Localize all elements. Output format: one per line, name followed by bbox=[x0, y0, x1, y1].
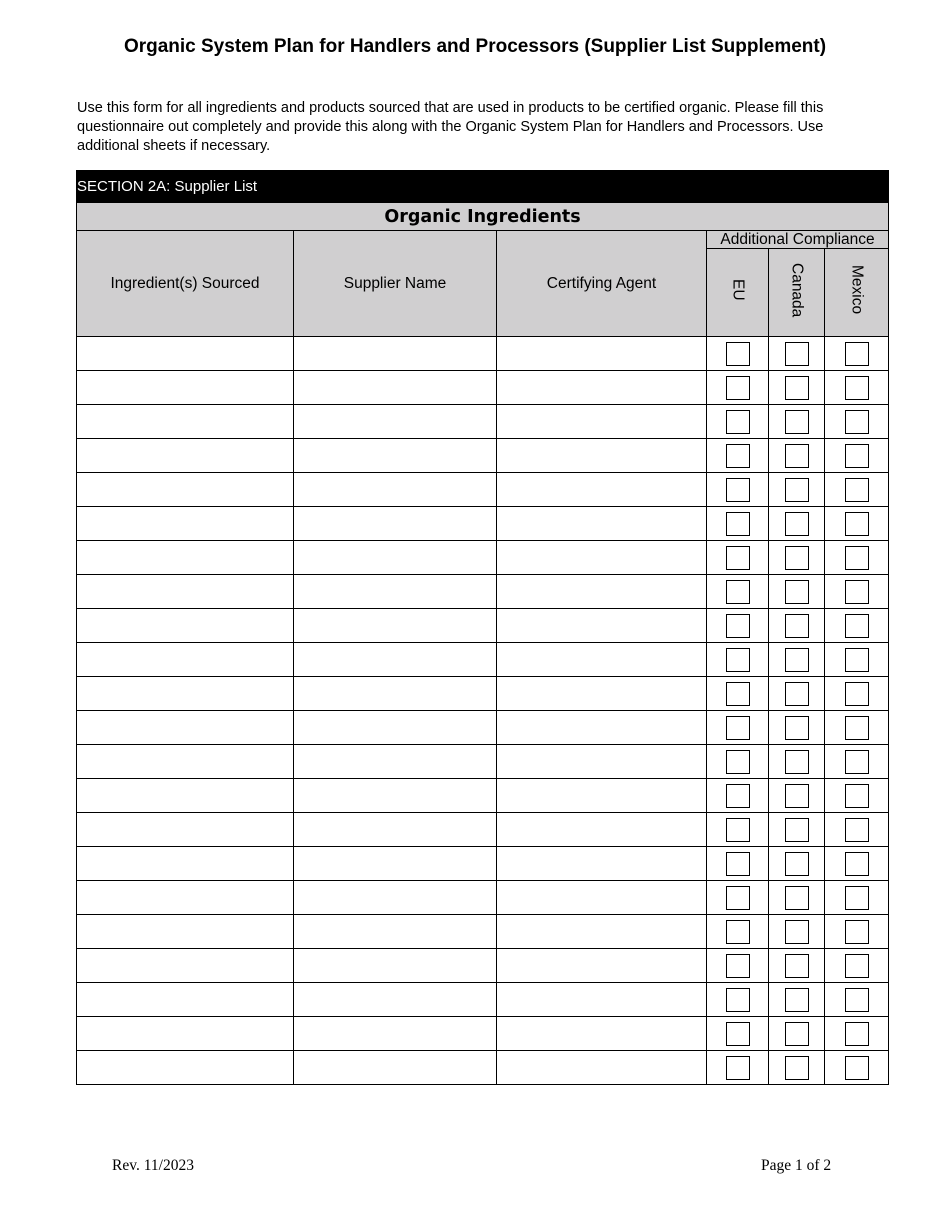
ingredient-cell[interactable] bbox=[77, 405, 294, 439]
eu-label: EU bbox=[729, 279, 747, 301]
mexico-checkbox[interactable] bbox=[845, 410, 869, 434]
eu-cell bbox=[707, 881, 769, 915]
mexico-cell bbox=[825, 847, 889, 881]
supplier-list-table bbox=[76, 170, 889, 1085]
mexico-cell bbox=[825, 1017, 889, 1051]
canada-checkbox[interactable] bbox=[785, 818, 809, 842]
eu-checkbox[interactable] bbox=[726, 852, 750, 876]
eu-checkbox[interactable] bbox=[726, 648, 750, 672]
column-header-supplier: Supplier Name bbox=[294, 231, 497, 337]
table-row bbox=[77, 881, 889, 915]
eu-cell bbox=[707, 609, 769, 643]
table-row bbox=[77, 439, 889, 473]
mexico-cell bbox=[825, 949, 889, 983]
mexico-checkbox[interactable] bbox=[845, 1022, 869, 1046]
canada-checkbox[interactable] bbox=[785, 988, 809, 1012]
canada-checkbox[interactable] bbox=[785, 546, 809, 570]
ingredient-cell[interactable] bbox=[77, 609, 294, 643]
eu-checkbox[interactable] bbox=[726, 682, 750, 706]
table-row bbox=[77, 609, 889, 643]
mexico-checkbox[interactable] bbox=[845, 648, 869, 672]
eu-cell bbox=[707, 677, 769, 711]
mexico-checkbox[interactable] bbox=[845, 954, 869, 978]
certifier-cell[interactable] bbox=[497, 711, 707, 745]
ingredient-cell[interactable] bbox=[77, 949, 294, 983]
mexico-label: Mexico bbox=[848, 265, 866, 315]
eu-cell bbox=[707, 1017, 769, 1051]
column-header-ingredients: Ingredient(s) Sourced bbox=[77, 231, 294, 337]
canada-checkbox[interactable] bbox=[785, 478, 809, 502]
page-title: Organic System Plan for Handlers and Processors (Supplier List Supplement) bbox=[123, 36, 827, 57]
canada-cell bbox=[769, 507, 825, 541]
table-row bbox=[77, 711, 889, 745]
eu-checkbox[interactable] bbox=[726, 444, 750, 468]
mexico-checkbox[interactable] bbox=[845, 342, 869, 366]
eu-cell bbox=[707, 847, 769, 881]
ingredient-cell[interactable] bbox=[77, 915, 294, 949]
table-row bbox=[77, 643, 889, 677]
canada-cell bbox=[769, 1017, 825, 1051]
table-row bbox=[77, 779, 889, 813]
supplier-cell[interactable] bbox=[294, 405, 497, 439]
ingredient-cell[interactable] bbox=[77, 745, 294, 779]
ingredient-cell[interactable] bbox=[77, 371, 294, 405]
certifier-cell[interactable] bbox=[497, 813, 707, 847]
column-header-certifier: Certifying Agent bbox=[497, 231, 707, 337]
mexico-checkbox[interactable] bbox=[845, 886, 869, 910]
supplier-cell[interactable] bbox=[294, 847, 497, 881]
canada-checkbox[interactable] bbox=[785, 920, 809, 944]
intro-text: Use this form for all ingredients and products sourced that are used in products to be certified organic. Please fill this questionnaire out completely and provide this along with the Organic System Plan for Handlers and Processors. Use additional sheets if necessary. bbox=[77, 100, 824, 154]
table-row bbox=[77, 541, 889, 575]
eu-cell bbox=[707, 371, 769, 405]
canada-checkbox[interactable] bbox=[785, 342, 809, 366]
supplier-cell[interactable] bbox=[294, 677, 497, 711]
eu-cell bbox=[707, 575, 769, 609]
eu-checkbox[interactable] bbox=[726, 1022, 750, 1046]
eu-cell bbox=[707, 1051, 769, 1085]
supplier-cell[interactable] bbox=[294, 881, 497, 915]
mexico-cell bbox=[825, 745, 889, 779]
canada-cell bbox=[769, 983, 825, 1017]
mexico-cell bbox=[825, 609, 889, 643]
eu-cell bbox=[707, 915, 769, 949]
section-subheading: Organic Ingredients bbox=[77, 203, 889, 231]
canada-checkbox[interactable] bbox=[785, 682, 809, 706]
mexico-cell bbox=[825, 473, 889, 507]
eu-cell bbox=[707, 949, 769, 983]
canada-cell bbox=[769, 915, 825, 949]
page-number: Page 1 of 2 bbox=[761, 1157, 832, 1174]
certifier-cell[interactable] bbox=[497, 949, 707, 983]
column-header-eu bbox=[707, 249, 769, 337]
canada-cell bbox=[769, 677, 825, 711]
section-label: SECTION 2A: Supplier List bbox=[77, 171, 889, 203]
supplier-cell[interactable] bbox=[294, 439, 497, 473]
eu-cell bbox=[707, 541, 769, 575]
supplier-cell[interactable] bbox=[294, 541, 497, 575]
eu-checkbox[interactable] bbox=[726, 512, 750, 536]
table-row bbox=[77, 847, 889, 881]
canada-cell bbox=[769, 575, 825, 609]
certifier-cell[interactable] bbox=[497, 609, 707, 643]
mexico-checkbox[interactable] bbox=[845, 444, 869, 468]
canada-cell bbox=[769, 609, 825, 643]
eu-checkbox[interactable] bbox=[726, 988, 750, 1012]
certifier-cell[interactable] bbox=[497, 405, 707, 439]
table-row bbox=[77, 371, 889, 405]
canada-cell bbox=[769, 779, 825, 813]
ingredient-cell[interactable] bbox=[77, 813, 294, 847]
table-row bbox=[77, 575, 889, 609]
canada-cell bbox=[769, 1051, 825, 1085]
certifier-cell[interactable] bbox=[497, 507, 707, 541]
mexico-cell bbox=[825, 813, 889, 847]
certifier-cell[interactable] bbox=[497, 881, 707, 915]
canada-cell bbox=[769, 847, 825, 881]
mexico-cell bbox=[825, 779, 889, 813]
mexico-checkbox[interactable] bbox=[845, 852, 869, 876]
mexico-checkbox[interactable] bbox=[845, 784, 869, 808]
certifier-cell[interactable] bbox=[497, 677, 707, 711]
eu-cell bbox=[707, 439, 769, 473]
eu-checkbox[interactable] bbox=[726, 784, 750, 808]
eu-checkbox[interactable] bbox=[726, 410, 750, 434]
ingredient-cell[interactable] bbox=[77, 881, 294, 915]
mexico-cell bbox=[825, 405, 889, 439]
canada-cell bbox=[769, 643, 825, 677]
table-row bbox=[77, 1051, 889, 1085]
mexico-cell bbox=[825, 881, 889, 915]
canada-checkbox[interactable] bbox=[785, 580, 809, 604]
canada-checkbox[interactable] bbox=[785, 1022, 809, 1046]
certifier-cell[interactable] bbox=[497, 575, 707, 609]
mexico-checkbox[interactable] bbox=[845, 478, 869, 502]
supplier-cell[interactable] bbox=[294, 745, 497, 779]
eu-checkbox[interactable] bbox=[726, 376, 750, 400]
eu-checkbox[interactable] bbox=[726, 614, 750, 638]
mexico-checkbox[interactable] bbox=[845, 920, 869, 944]
ingredient-cell[interactable] bbox=[77, 983, 294, 1017]
eu-checkbox[interactable] bbox=[726, 818, 750, 842]
canada-checkbox[interactable] bbox=[785, 886, 809, 910]
ingredient-cell[interactable] bbox=[77, 677, 294, 711]
table-row bbox=[77, 405, 889, 439]
supplier-cell[interactable] bbox=[294, 575, 497, 609]
canada-cell bbox=[769, 405, 825, 439]
eu-checkbox[interactable] bbox=[726, 954, 750, 978]
table-row bbox=[77, 677, 889, 711]
eu-cell bbox=[707, 779, 769, 813]
certifier-cell[interactable] bbox=[497, 745, 707, 779]
ingredient-cell[interactable] bbox=[77, 575, 294, 609]
mexico-checkbox[interactable] bbox=[845, 1056, 869, 1080]
supplier-cell[interactable] bbox=[294, 609, 497, 643]
eu-cell bbox=[707, 711, 769, 745]
eu-checkbox[interactable] bbox=[726, 478, 750, 502]
mexico-checkbox[interactable] bbox=[845, 546, 869, 570]
ingredient-cell[interactable] bbox=[77, 473, 294, 507]
table-row bbox=[77, 337, 889, 371]
eu-cell bbox=[707, 473, 769, 507]
ingredient-cell[interactable] bbox=[77, 439, 294, 473]
canada-cell bbox=[769, 745, 825, 779]
mexico-cell bbox=[825, 337, 889, 371]
column-header-additional-compliance: Additional Compliance bbox=[707, 231, 889, 249]
mexico-checkbox[interactable] bbox=[845, 580, 869, 604]
mexico-cell bbox=[825, 677, 889, 711]
column-header-canada bbox=[769, 249, 825, 337]
supplier-cell[interactable] bbox=[294, 915, 497, 949]
mexico-checkbox[interactable] bbox=[845, 512, 869, 536]
ingredient-cell[interactable] bbox=[77, 507, 294, 541]
canada-cell bbox=[769, 439, 825, 473]
canada-cell bbox=[769, 337, 825, 371]
canada-cell bbox=[769, 541, 825, 575]
ingredient-cell[interactable] bbox=[77, 541, 294, 575]
table-row bbox=[77, 949, 889, 983]
canada-cell bbox=[769, 881, 825, 915]
ingredient-cell[interactable] bbox=[77, 337, 294, 371]
supplier-cell[interactable] bbox=[294, 507, 497, 541]
canada-label: Canada bbox=[788, 262, 806, 318]
table-row bbox=[77, 915, 889, 949]
canada-cell bbox=[769, 473, 825, 507]
certifier-cell[interactable] bbox=[497, 1017, 707, 1051]
certifier-cell[interactable] bbox=[497, 337, 707, 371]
ingredient-cell[interactable] bbox=[77, 779, 294, 813]
eu-checkbox[interactable] bbox=[726, 920, 750, 944]
certifier-cell[interactable] bbox=[497, 371, 707, 405]
certifier-cell[interactable] bbox=[497, 779, 707, 813]
supplier-cell[interactable] bbox=[294, 473, 497, 507]
certifier-cell[interactable] bbox=[497, 915, 707, 949]
mexico-checkbox[interactable] bbox=[845, 376, 869, 400]
supplier-cell[interactable] bbox=[294, 1017, 497, 1051]
table-row bbox=[77, 745, 889, 779]
ingredient-cell[interactable] bbox=[77, 847, 294, 881]
mexico-cell bbox=[825, 643, 889, 677]
eu-checkbox[interactable] bbox=[726, 716, 750, 740]
eu-checkbox[interactable] bbox=[726, 886, 750, 910]
certifier-cell[interactable] bbox=[497, 1051, 707, 1085]
eu-checkbox[interactable] bbox=[726, 546, 750, 570]
revision-label: Rev. 11/2023 bbox=[112, 1157, 194, 1174]
eu-checkbox[interactable] bbox=[726, 750, 750, 774]
eu-cell bbox=[707, 507, 769, 541]
certifier-cell[interactable] bbox=[497, 473, 707, 507]
canada-cell bbox=[769, 711, 825, 745]
mexico-checkbox[interactable] bbox=[845, 750, 869, 774]
canada-checkbox[interactable] bbox=[785, 1056, 809, 1080]
eu-cell bbox=[707, 405, 769, 439]
supplier-cell[interactable] bbox=[294, 1051, 497, 1085]
mexico-checkbox[interactable] bbox=[845, 614, 869, 638]
table-row bbox=[77, 507, 889, 541]
eu-checkbox[interactable] bbox=[726, 580, 750, 604]
ingredient-cell[interactable] bbox=[77, 1051, 294, 1085]
mexico-cell bbox=[825, 711, 889, 745]
canada-checkbox[interactable] bbox=[785, 784, 809, 808]
mexico-cell bbox=[825, 371, 889, 405]
certifier-cell[interactable] bbox=[497, 541, 707, 575]
eu-cell bbox=[707, 643, 769, 677]
mexico-cell bbox=[825, 541, 889, 575]
certifier-cell[interactable] bbox=[497, 983, 707, 1017]
eu-cell bbox=[707, 983, 769, 1017]
mexico-cell bbox=[825, 983, 889, 1017]
supplier-cell[interactable] bbox=[294, 983, 497, 1017]
canada-checkbox[interactable] bbox=[785, 444, 809, 468]
table-row bbox=[77, 813, 889, 847]
ingredient-cell[interactable] bbox=[77, 643, 294, 677]
eu-cell bbox=[707, 337, 769, 371]
supplier-cell[interactable] bbox=[294, 337, 497, 371]
column-header-mexico bbox=[825, 249, 889, 337]
canada-checkbox[interactable] bbox=[785, 376, 809, 400]
eu-checkbox[interactable] bbox=[726, 1056, 750, 1080]
canada-checkbox[interactable] bbox=[785, 750, 809, 774]
eu-cell bbox=[707, 813, 769, 847]
eu-checkbox[interactable] bbox=[726, 342, 750, 366]
mexico-cell bbox=[825, 439, 889, 473]
supplier-cell[interactable] bbox=[294, 949, 497, 983]
mexico-checkbox[interactable] bbox=[845, 818, 869, 842]
certifier-cell[interactable] bbox=[497, 439, 707, 473]
mexico-checkbox[interactable] bbox=[845, 988, 869, 1012]
supplier-cell[interactable] bbox=[294, 779, 497, 813]
ingredient-cell[interactable] bbox=[77, 1017, 294, 1051]
ingredient-cell[interactable] bbox=[77, 711, 294, 745]
canada-checkbox[interactable] bbox=[785, 410, 809, 434]
canada-checkbox[interactable] bbox=[785, 614, 809, 638]
canada-cell bbox=[769, 949, 825, 983]
mexico-checkbox[interactable] bbox=[845, 716, 869, 740]
canada-checkbox[interactable] bbox=[785, 954, 809, 978]
canada-checkbox[interactable] bbox=[785, 648, 809, 672]
table-row bbox=[77, 473, 889, 507]
canada-checkbox[interactable] bbox=[785, 716, 809, 740]
mexico-cell bbox=[825, 507, 889, 541]
supplier-cell[interactable] bbox=[294, 371, 497, 405]
eu-cell bbox=[707, 745, 769, 779]
canada-cell bbox=[769, 813, 825, 847]
supplier-cell[interactable] bbox=[294, 711, 497, 745]
table-row bbox=[77, 1017, 889, 1051]
canada-cell bbox=[769, 371, 825, 405]
mexico-checkbox[interactable] bbox=[845, 682, 869, 706]
table-row bbox=[77, 983, 889, 1017]
certifier-cell[interactable] bbox=[497, 643, 707, 677]
supplier-cell[interactable] bbox=[294, 813, 497, 847]
mexico-cell bbox=[825, 915, 889, 949]
mexico-cell bbox=[825, 1051, 889, 1085]
supplier-cell[interactable] bbox=[294, 643, 497, 677]
canada-checkbox[interactable] bbox=[785, 852, 809, 876]
mexico-cell bbox=[825, 575, 889, 609]
certifier-cell[interactable] bbox=[497, 847, 707, 881]
canada-checkbox[interactable] bbox=[785, 512, 809, 536]
